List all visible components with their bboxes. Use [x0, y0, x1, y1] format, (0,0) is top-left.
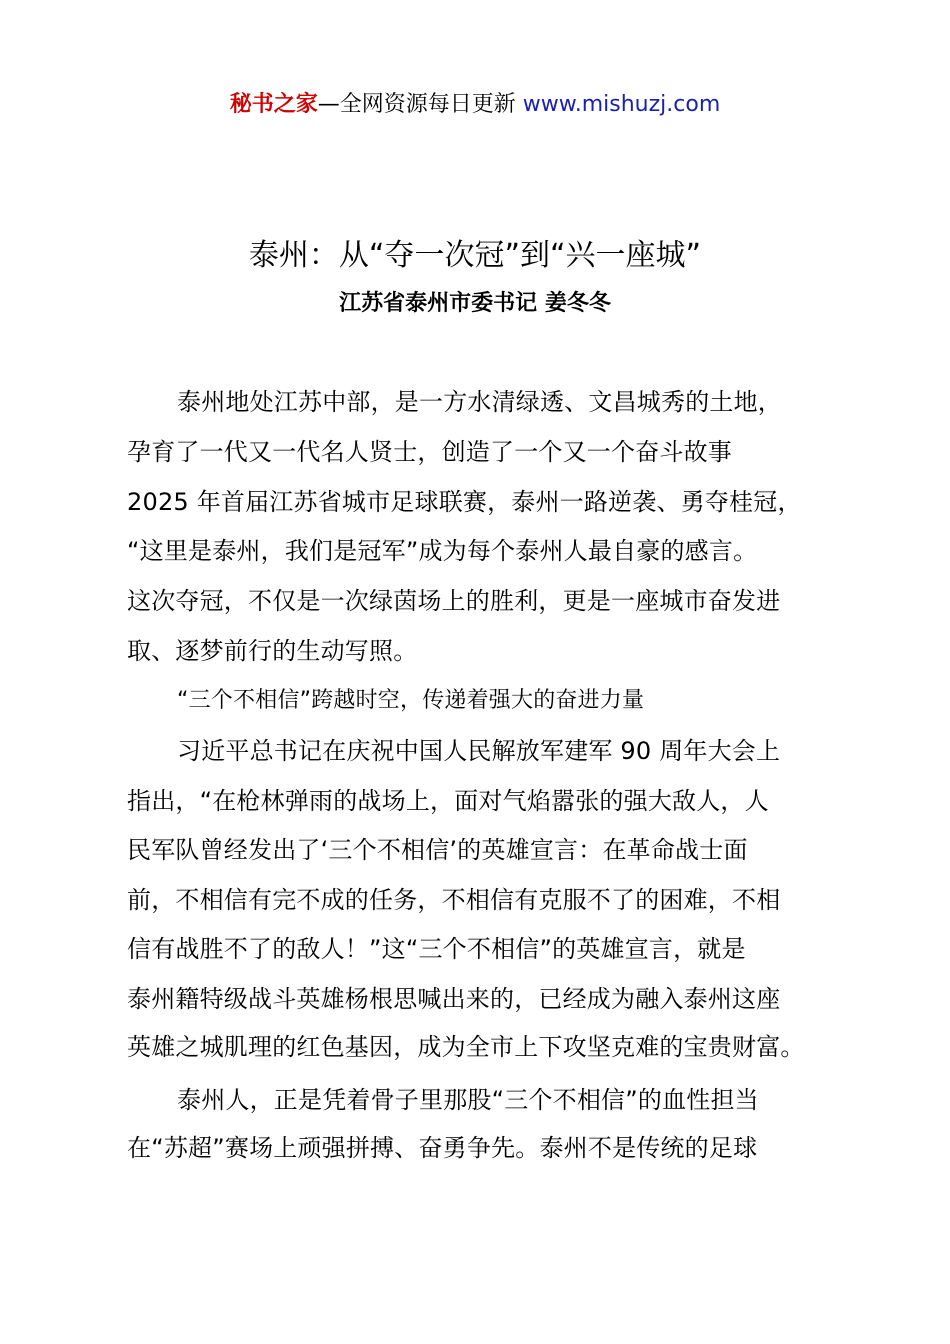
body-line: 取、逐梦前行的生动写照。: [127, 637, 418, 665]
site-tagline: —全网资源每日更新: [317, 92, 523, 117]
body-line: 2025 年首届江苏省城市足球联赛，泰州一路逆袭、勇夺桂冠，: [127, 488, 802, 516]
body-line: 泰州籍特级战斗英雄杨根思喊出来的，已经成为融入泰州这座: [127, 985, 781, 1013]
body-line: 习近平总书记在庆祝中国人民解放军建军 90 周年大会上: [177, 737, 781, 765]
article-byline: 江苏省泰州市委书记 姜冬冬: [339, 291, 611, 316]
site-url-link[interactable]: www.mishuzj.com: [522, 92, 721, 117]
body-line: 民军队曾经发出了‘三个不相信’的英雄宣言：在革命战士面: [127, 836, 748, 864]
article-title: 泰州：从“夺一次冠”到“兴一座城”: [248, 238, 702, 273]
body-line: “这里是泰州，我们是冠军”成为每个泰州人最自豪的感言。: [127, 537, 758, 565]
section-subheading: “三个不相信”跨越时空，传递着强大的奋进力量: [177, 688, 645, 713]
body-line: 前，不相信有完不成的任务，不相信有克服不了的困难，不相: [127, 886, 781, 914]
body-line: 泰州地处江苏中部，是一方水清绿透、文昌城秀的土地，: [177, 388, 782, 416]
body-line: 孕育了一代又一代名人贤士，创造了一个又一个奋斗故事: [127, 438, 732, 466]
body-line: 泰州人，正是凭着骨子里那股“三个不相信”的血性担当: [177, 1086, 759, 1114]
body-line: 在“苏超”赛场上顽强拼搏、奋勇争先。泰州不是传统的足球: [127, 1134, 758, 1162]
body-line: 指出，“在枪林弹雨的战场上，面对气焰嚣张的强大敌人，人: [127, 787, 769, 815]
body-line: 信有战胜不了的敌人！”这“三个不相信”的英雄宣言，就是: [127, 935, 746, 963]
site-header: [0, 88, 950, 122]
brand-name: 秘书之家: [229, 92, 318, 117]
body-line: 英雄之城肌理的红色基因，成为全市上下攻坚克难的宝贵财富。: [127, 1033, 805, 1061]
body-line: 这次夺冠，不仅是一次绿茵场上的胜利，更是一座城市奋发进: [127, 587, 781, 615]
